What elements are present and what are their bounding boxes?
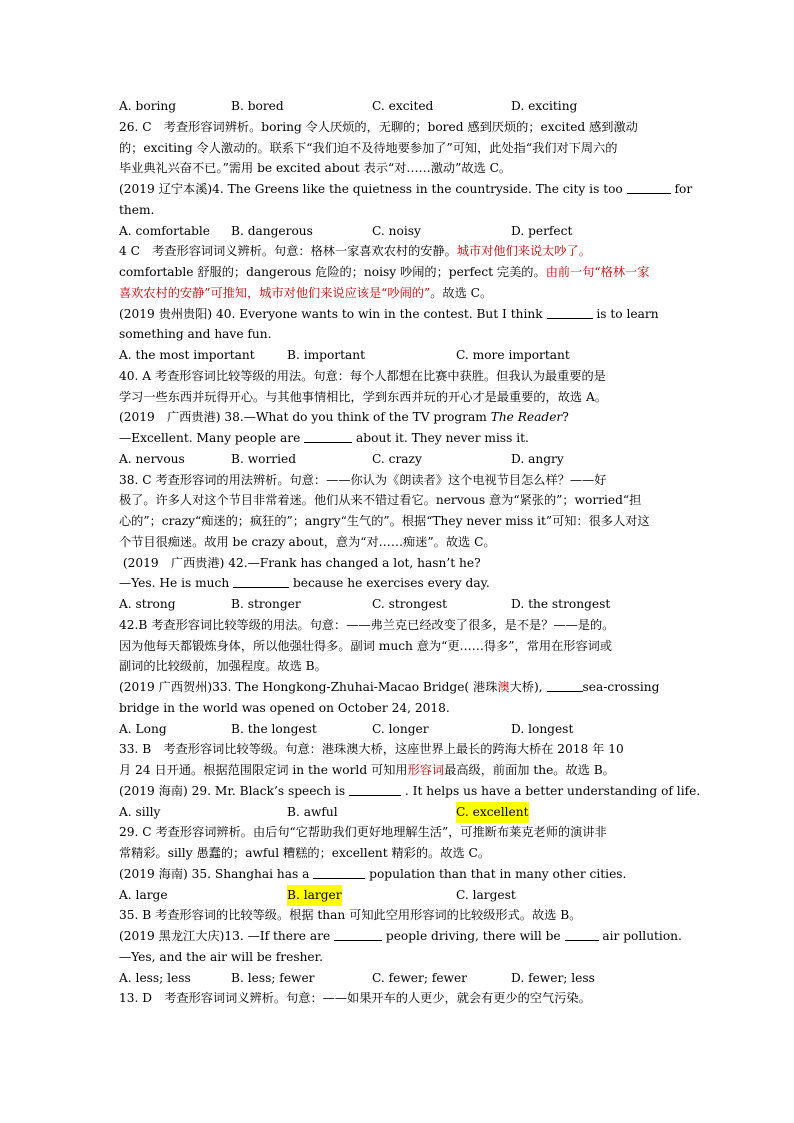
answer-option: D. longest (511, 721, 574, 736)
options-row (119, 221, 675, 242)
text-line (119, 511, 675, 532)
answer-option: C. excellent (456, 802, 529, 823)
answer-option: A. silly (119, 804, 161, 819)
text-segment: air pollution. (598, 929, 682, 943)
text-line (119, 138, 675, 159)
text-segment: 13. D 考查形容词词义辨析。句意：——如果开车的人更少，就会有更少的空气污染。 (119, 991, 591, 1006)
text-line (119, 241, 675, 262)
text-line (119, 988, 675, 1009)
text-line (119, 490, 675, 511)
options-row (119, 345, 675, 366)
options-row (119, 449, 675, 470)
answer-blank (334, 926, 382, 941)
text-line (119, 636, 675, 657)
text-segment: 29. C 考查形容词辨析。由后句“它帮助我们更好地理解生活”，可推断布莱克老师的演讲非 (119, 825, 607, 840)
text-segment: for (670, 182, 693, 196)
text-segment: 26. C 考查形容词辨析。boring 令人厌烦的，无聊的；bored 感到厌烦的；excited 感到激动 (119, 119, 638, 134)
text-line (119, 698, 675, 719)
answer-option: B. bored (231, 99, 284, 113)
answer-option: A. less; less (119, 970, 191, 985)
answer-option: C. noisy (372, 223, 421, 238)
options-row (119, 96, 675, 117)
text-line (119, 262, 675, 283)
text-segment: 喜欢农村的安静”可推知，城市对他们来说应该是“吵闹的” (119, 285, 431, 300)
answer-option: D. fewer; less (511, 970, 595, 985)
text-line (119, 864, 675, 885)
text-segment: 42.B 考查形容词比较等级的用法。句意：——弗兰克已经改变了很多，是不是？——是的。 (119, 617, 615, 632)
text-segment: 由前一句“格林一家 (545, 265, 650, 279)
answer-option: A. comfortable (119, 223, 211, 238)
text-segment: 大桥), (509, 680, 547, 694)
text-segment: 月 24 日开通。根据范围限定词 in the world 可知用 (119, 763, 408, 777)
text-segment: 澳 (497, 680, 510, 694)
text-line (119, 387, 675, 408)
answer-option: B. important (287, 348, 366, 362)
answer-blank (304, 428, 352, 443)
answer-blank (627, 179, 671, 194)
text-segment: sea-crossing (582, 680, 660, 694)
text-line (119, 117, 675, 138)
text-segment: (2019 广西贺州)33. The Hongkong-Zhuhai-Macao Bridge( 港珠 (119, 680, 498, 694)
answer-option: D. perfect (511, 223, 573, 238)
text-line (119, 200, 675, 221)
text-line (119, 532, 675, 553)
answer-option: A. boring (119, 99, 177, 113)
text-line (119, 905, 675, 926)
answer-option: A. large (119, 887, 168, 902)
text-segment: 38. C 考查形容词的用法辨析。句意：——你认为《朗读者》这个电视节目怎么样？——好 (119, 472, 607, 487)
text-segment: about it. They never miss it. (352, 431, 529, 445)
answer-option: B. stronger (231, 597, 301, 611)
answer-option: C. longer (372, 721, 429, 736)
text-line (119, 843, 675, 864)
text-line (119, 781, 701, 802)
text-segment: 极了。许多人对这个节目非常着迷。他们从来不错过看它。nervous 意为“紧张的”；worried“担 (119, 493, 642, 508)
text-line (119, 324, 675, 345)
answer-option: D. the strongest (511, 597, 611, 611)
answer-blank (233, 573, 289, 588)
text-segment: —Yes. He is much (119, 576, 234, 591)
answer-option: A. nervous (119, 451, 185, 466)
text-segment: 因为他每天都锻炼身体，所以他强壮得多。副词 much 意为“更……得多”，常用在形容词或 (119, 638, 613, 653)
text-segment: 40. A 考查形容词比较等级的用法。句意：每个人都想在比赛中获胜。但我认为最重要的是 (119, 368, 606, 383)
text-segment: 个节目很痴迷。故用 be crazy about，意为“对……痴迷”。故选 C。 (119, 534, 496, 549)
text-line (119, 656, 675, 677)
answer-option: A. the most important (119, 348, 255, 362)
answer-option: B. larger (287, 885, 342, 906)
answer-option: C. crazy (372, 451, 422, 466)
text-segment: (2019 海南) 35. Shanghai has a (119, 866, 314, 881)
text-segment: (2019 贵州贵阳) 40. Everyone wants to win in the contest. But I think (119, 306, 547, 321)
text-segment: 心的”；crazy“痴迷的；疯狂的”；angry“生气的”。根据“They never miss it”可知：很多人对这 (119, 514, 650, 528)
options-row (119, 802, 675, 823)
answer-blank (313, 864, 365, 879)
text-line (119, 947, 675, 968)
text-segment: The Reader (490, 410, 563, 425)
options-row (119, 968, 675, 989)
text-line (119, 615, 675, 636)
text-segment: people driving, there will be (382, 929, 565, 943)
text-segment: . It helps us have a better understanding of life. (401, 783, 701, 798)
answer-blank (547, 304, 593, 319)
options-row (119, 885, 675, 906)
text-segment: 的；exciting 令人激动的。联系下“我们迫不及待地要参加了”可知，此处指“我们对下周六的 (119, 140, 618, 155)
answer-blank (547, 677, 583, 692)
answer-option: B. dangerous (231, 223, 313, 238)
options-row (119, 594, 675, 615)
answer-blank (565, 926, 599, 941)
text-segment: because he exercises every day. (289, 576, 490, 591)
text-line (119, 760, 675, 781)
answer-option: B. worried (231, 451, 297, 466)
text-segment: —Yes, and the air will be fresher. (119, 949, 323, 964)
answer-option: A. Long (119, 721, 167, 736)
text-segment: bridge in the world was opened on October 24, 2018. (119, 700, 450, 715)
text-segment: 4 C 考查形容词词义辨析。句意：格林一家喜欢农村的安静。 (119, 244, 457, 259)
text-line (119, 158, 675, 179)
answer-option: C. strongest (372, 597, 447, 611)
text-segment: 副词的比较级前，加强程度。故选 B。 (119, 659, 327, 674)
answer-option: C. excited (372, 99, 434, 113)
text-segment: (2019 广西贵港) 38.—What do you think of the TV program (119, 410, 491, 425)
text-segment: (2019 广西贵港) 42.—Frank has changed a lot, hasn’t he? (119, 555, 481, 570)
answer-option: D. exciting (511, 99, 578, 113)
answer-option: B. the longest (231, 721, 317, 736)
text-segment: ? (562, 410, 569, 425)
answer-option: C. largest (456, 887, 516, 902)
text-segment: 35. B 考查形容词的比较等级。根据 than 可知此空用形容词的比较级形式。故选 B。 (119, 908, 582, 923)
text-segment: 形容词 (407, 763, 445, 777)
options-row (119, 719, 675, 740)
answer-option: B. awful (287, 804, 338, 819)
text-segment: population than that in many other cities. (365, 866, 627, 881)
text-segment: 毕业典礼兴奋不已。”需用 be excited about 表示“对……激动”故选 C。 (119, 161, 512, 176)
text-line (119, 739, 675, 760)
text-segment: something and have fun. (119, 327, 272, 342)
answer-option: C. fewer; fewer (372, 970, 468, 985)
text-segment: 。故选 C。 (430, 285, 493, 300)
text-line (119, 573, 675, 594)
text-line (119, 179, 693, 200)
text-line (119, 407, 675, 428)
text-segment: 学习一些东西并玩得开心。与其他事情相比，学到东西并玩的开心才是最重要的，故选 A。 (119, 389, 607, 404)
text-line (119, 926, 682, 947)
text-segment: (2019 黑龙江大庆)13. —If there are (119, 929, 335, 943)
answer-option: A. strong (119, 597, 176, 611)
text-line (119, 428, 675, 449)
text-line (119, 470, 675, 491)
text-segment: 33. B 考查形容词比较等级。句意：港珠澳大桥，这座世界上最长的跨海大桥在 2018 年 10 (119, 742, 624, 757)
text-segment: comfortable 舒服的；dangerous 危险的；noisy 吵闹的；perfect 完美的。 (119, 265, 546, 279)
text-segment: 城市对他们来说太吵了。 (456, 244, 591, 259)
text-segment: (2019 海南) 29. Mr. Black’s speech is (119, 783, 350, 798)
text-line (119, 366, 675, 387)
text-segment: —Excellent. Many people are (119, 431, 305, 445)
answer-option: B. less; fewer (231, 970, 315, 985)
text-segment: them. (119, 202, 155, 217)
answer-option: D. angry (511, 451, 564, 466)
text-line (119, 677, 675, 698)
text-segment: 最高级，前面加 the。故选 B。 (444, 763, 615, 777)
text-line (119, 304, 675, 325)
answer-blank (349, 781, 401, 796)
text-line (119, 553, 675, 574)
answer-option: C. more important (456, 348, 570, 362)
text-segment: 常精彩。silly 愚蠢的；awful 糟糕的；excellent 精彩的。故选 C。 (119, 846, 491, 860)
text-segment: is to learn (592, 306, 659, 321)
text-line (119, 822, 675, 843)
text-segment: (2019 辽宁本溪)4. The Greens like the quietness in the countryside. The city is too (119, 182, 627, 196)
text-line (119, 283, 675, 304)
